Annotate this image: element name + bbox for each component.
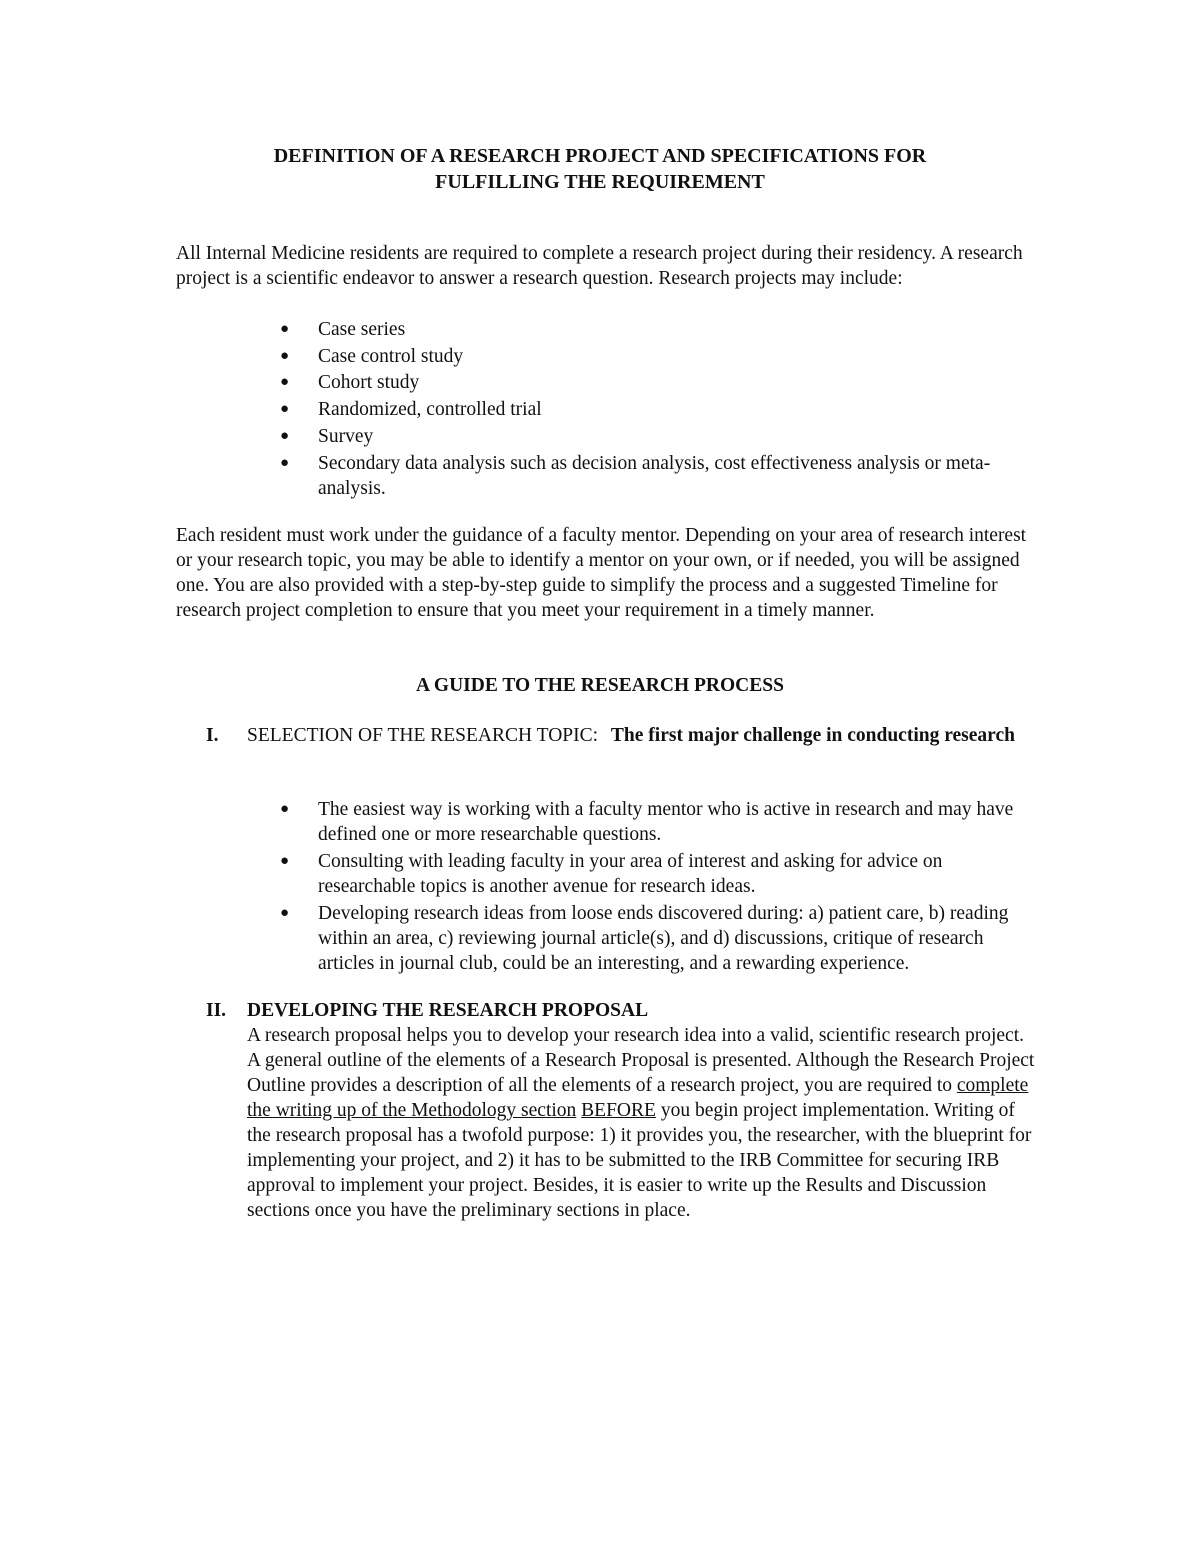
bullet-icon: ● bbox=[280, 348, 290, 364]
section-selection-of-topic bbox=[206, 723, 1036, 748]
title-line-2: FULFILLING THE REQUIREMENT bbox=[435, 171, 765, 193]
bullet-icon: ● bbox=[280, 401, 290, 417]
list-item: ● Cohort study bbox=[280, 372, 420, 393]
topic-ideas-list bbox=[176, 797, 1036, 976]
list-item: ● Randomized, controlled trial bbox=[280, 399, 542, 420]
list-item: ● Case series bbox=[280, 319, 406, 340]
intro-section bbox=[176, 241, 1036, 291]
underlined-methodology: complete the writing up of the Methodology section bbox=[247, 1075, 1029, 1121]
list-item: ● The easiest way is working with a faculty mentor who is active in research and may have defined one or more researchable questions. bbox=[280, 799, 1014, 845]
list-item: ● Developing research ideas from loose ends discovered during: a) patient care, b) reading within an area, c) reviewing journal article(s), and d) discussions, critique of research articles in journal club, could be an interesting, and a rewarding experience. bbox=[280, 903, 1009, 974]
list-item: ● Secondary data analysis such as decision analysis, cost effectiveness analysis or meta-analysis. bbox=[280, 453, 991, 499]
section-research-proposal bbox=[206, 998, 1036, 1223]
intro-paragraph: All Internal Medicine residents are required to complete a research project during their residency. A research project is a scientific endeavor to answer a research question. Research projects may include: bbox=[176, 243, 1023, 289]
section-heading: DEVELOPING THE RESEARCH PROPOSAL bbox=[247, 1000, 649, 1021]
bullet-icon: ● bbox=[280, 801, 290, 817]
research-types-list bbox=[176, 317, 1036, 501]
bullet-icon: ● bbox=[280, 428, 290, 444]
mentor-section bbox=[176, 523, 1036, 623]
underlined-before: BEFORE bbox=[581, 1100, 656, 1121]
section-subheading: The first major challenge in conducting research bbox=[610, 725, 1015, 746]
proposal-paragraph: A research proposal helps you to develop your research idea into a valid, scientific research project. A general outline of the elements of a Research Proposal is presented. Although the Research Project Outline provides a description of all the elements of a research project, you are required to complete the writing up of the Methodology section BEFORE you begin project implementation. Writing of the research proposal has a twofold purpose: 1) it provides you, the researcher, with the blueprint for implementing your project, and 2) it has to be submitted to the IRB Committee for securing IRB approval to implement your project. Besides, it is easier to write up the Results and Discussion sections once you have the preliminary sections in place. bbox=[247, 1025, 1035, 1221]
bullet-icon: ● bbox=[280, 321, 290, 337]
document-title bbox=[150, 143, 1050, 195]
list-item: ● Survey bbox=[280, 426, 374, 447]
bullet-icon: ● bbox=[280, 853, 290, 869]
section-number: I. bbox=[206, 725, 219, 746]
bullet-icon: ● bbox=[280, 374, 290, 390]
mentor-paragraph: Each resident must work under the guidance of a faculty mentor. Depending on your area of research interest or your research topic, you may be able to identify a mentor on your own, or if needed, you will be assigned one. You are also provided with a step-by-step guide to simplify the process and a suggested Timeline for research project completion to ensure that you meet your requirement in a timely manner. bbox=[176, 525, 1027, 621]
bullet-icon: ● bbox=[280, 455, 290, 471]
list-item: ● Consulting with leading faculty in your area of interest and asking for advice on researchable topics is another avenue for research ideas. bbox=[280, 851, 943, 897]
guide-heading: A GUIDE TO THE RESEARCH PROCESS bbox=[416, 675, 784, 696]
bullet-icon: ● bbox=[280, 905, 290, 921]
list-item: ● Case control study bbox=[280, 346, 464, 367]
title-line-1: DEFINITION OF A RESEARCH PROJECT AND SPECIFICATIONS FOR bbox=[273, 145, 927, 167]
section-number: II. bbox=[206, 1000, 227, 1021]
section-heading: SELECTION OF THE RESEARCH TOPIC: bbox=[247, 725, 599, 746]
